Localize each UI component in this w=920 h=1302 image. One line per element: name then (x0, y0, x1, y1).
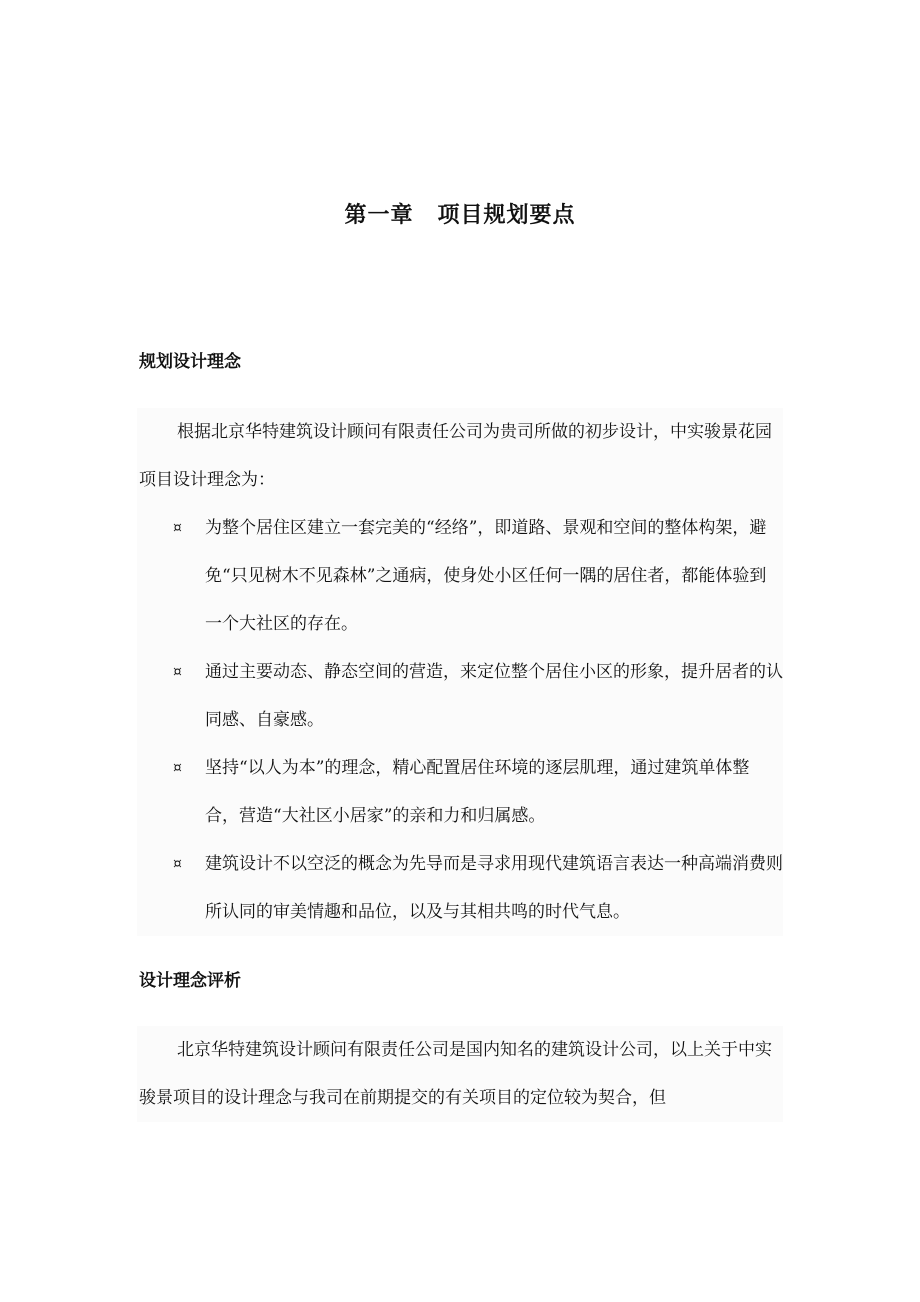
chapter-title (0, 198, 920, 232)
bullet-text: 为整个居住区建立一套完美的“经络”，即道路、景观和空间的整体构架，避免“只见树木不见森林”之通病，使身处小区任何一隅的居住者，都能体验到一个大社区的存在。 (205, 518, 767, 634)
section-heading-planning-concept: 规划设计理念 (139, 352, 241, 372)
bullet-text: 建筑设计不以空泛的概念为先导而是寻求用现代建筑语言表达一种高端消费则所认同的审美情趣和品位，以及与其相共鸣的时代气息。 (205, 854, 783, 922)
bullet-icon: ¤ (173, 856, 182, 872)
list-item (137, 744, 783, 840)
list-item (137, 504, 783, 648)
list-item (137, 840, 783, 936)
intro-paragraph: 根据北京华特建筑设计顾问有限责任公司为贵司所做的初步设计，中实骏景花园项目设计理念为： (139, 422, 772, 490)
bullet-icon: ¤ (173, 760, 182, 776)
analysis-paragraph: 北京华特建筑设计顾问有限责任公司是国内知名的建筑设计公司，以上关于中实骏景项目的设计理念与我司在前期提交的有关项目的定位较为契合，但 (139, 1040, 772, 1108)
concept-bullet-list (137, 504, 783, 936)
concept-analysis-block (137, 1026, 783, 1122)
chapter-number: 第一章 (344, 202, 414, 228)
bullet-text: 通过主要动态、静态空间的营造，来定位整个居住小区的形象，提升居者的认同感、自豪感。 (205, 662, 783, 730)
chapter-title-text: 项目规划要点 (437, 202, 576, 228)
list-item (137, 648, 783, 744)
planning-concept-block (137, 408, 783, 936)
section-heading-concept-analysis: 设计理念评析 (139, 971, 241, 991)
bullet-icon: ¤ (173, 664, 182, 680)
bullet-text: 坚持“以人为本”的理念，精心配置居住环境的逐层肌理，通过建筑单体整合，营造“大社区小居家”的亲和力和归属感。 (205, 758, 750, 826)
bullet-icon: ¤ (173, 520, 182, 536)
